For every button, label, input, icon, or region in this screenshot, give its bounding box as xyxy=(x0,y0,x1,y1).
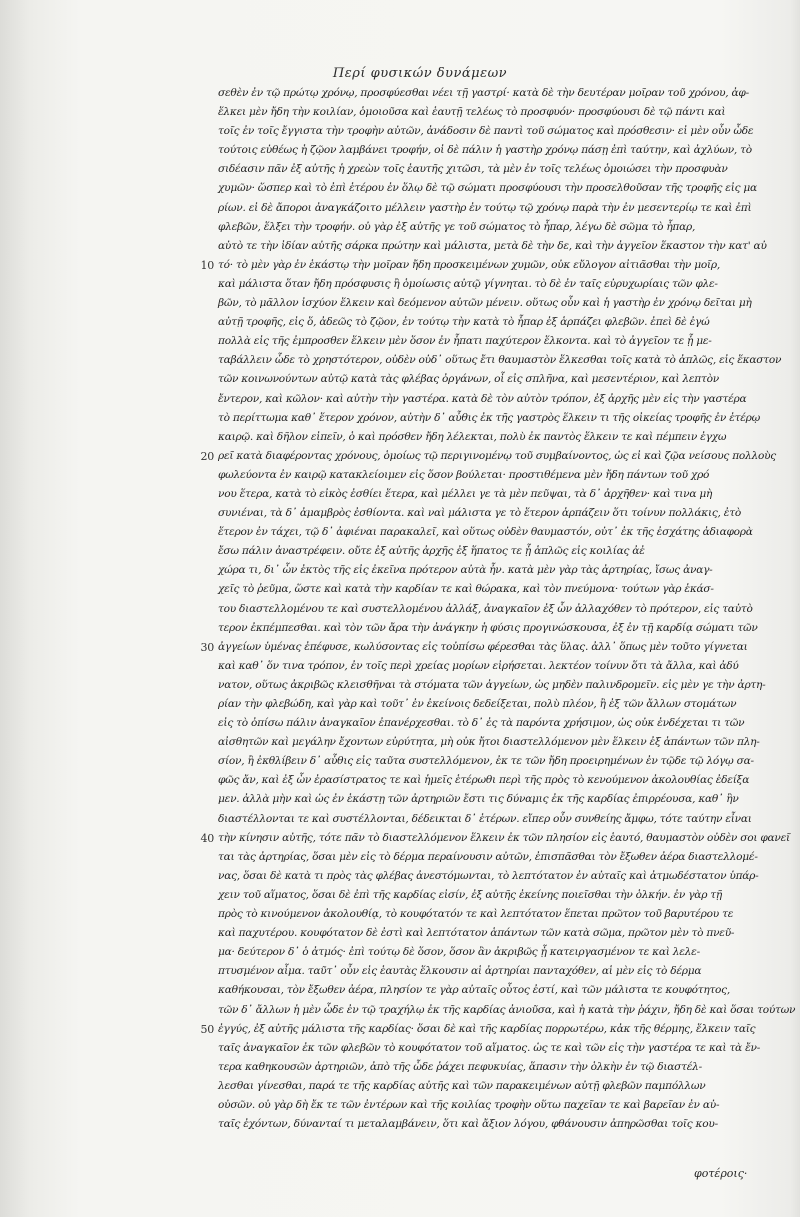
line-text: μα· δεύτερον δ᾽ ὁ ἀτμός· ἐπὶ τούτῳ δὲ ὅσον, ὅσον ἂν ἀκριβῶς ᾖ κατειργασμένον τε καὶ λελε- xyxy=(218,946,700,959)
line-text: καθήκουσαι, τὸν ἔξωθεν ἀέρα, πλησίον τε γὰρ αὐταῖς οὗτος ἐστί, καὶ τῶν μάλιστα τε κουφότητος, xyxy=(218,984,730,997)
line-text: νου ἕτερα, κατὰ τὸ εἰκὸς ἐσθίει ἕτερα, καὶ μέλλει γε τὰ μὲν πεῦψαι, τὰ δ᾽ ἀρχῆθεν· καὶ τινα μὴ xyxy=(218,487,713,500)
text-line xyxy=(218,771,774,790)
line-text: νατον, οὕτως ἀκριβῶς κλεισθῆναι τὰ στόματα τῶν ἀγγείων, ὡς μηδὲν παλινδρομεῖν. εἰς μὲν γε τὴν ἀρτη- xyxy=(218,678,766,691)
text-line xyxy=(218,867,774,886)
text-line xyxy=(218,924,774,943)
text-line xyxy=(218,1077,774,1096)
line-text: ταβάλλειν ὧδε τὸ χρηστότερον, οὐδὲν οὐδ᾽ οὕτως ἔτι θαυμαστὸν ἕλκεσθαι τοῖς κατὰ τὸ ἀπλῶς, εἰς ἕκαστον xyxy=(218,354,782,367)
line-text: φλεβῶν, ἕλξει τὴν τροφήν. οὐ γὰρ ἐξ αὐτῆς γε τοῦ σώματος τὸ ἧπαρ, λέγω δὲ σῶμα τὸ ἧπαρ, xyxy=(218,220,696,233)
line-text: ἀγγείων ὑμένας ἐπέφυσε, κωλύσοντας εἰς τοὐπίσω φέρεσθαι τὰς ὕλας. ἀλλ᾽ ὅπως μὲν τοῦτο γίγνεται xyxy=(218,640,748,653)
text-line xyxy=(218,1096,774,1115)
text-line xyxy=(218,160,774,179)
line-text: χειν τοῦ αἵματος, ὅσαι δὲ ἐπὶ τῆς καρδίας εἰσίν, ἐξ αὐτῆς ἐκείνης ποιεῖσθαι τὴν ὁλκήν. ἐν γὰρ τῇ xyxy=(218,888,722,901)
text-line xyxy=(218,218,774,237)
line-text: ται τὰς ἀρτηρίας, ὅσαι μὲν εἰς τὸ δέρμα περαίνουσιν αὐτῶν, ἐπισπᾶσθαι τὸν ἔξωθεν ἀέρα διαστελλομέ- xyxy=(218,850,758,863)
line-text: πολλὰ εἰς τῆς ἐμπροσθεν ἕλκειν μὲν ὅσον ἐν ἧπατι παχύτερον ἕλκοντα. καὶ τὸ ἀγγεῖον τε ᾗ με- xyxy=(218,335,712,348)
text-line xyxy=(218,1115,774,1134)
text-line xyxy=(218,714,774,733)
text-line xyxy=(218,619,774,638)
line-text: ἔντερον, καὶ κῶλον· καὶ αὐτὴν τὴν γαστέρα. κατὰ δὲ τὸν αὐτὸν τρόπον, ἐξ ἀρχῆς μὲν εἰς τὴν γαστέρα xyxy=(218,392,747,405)
text-line xyxy=(218,676,774,695)
line-text: ταῖς ἐχόντων, δύνανταί τι μεταλαμβάνειν, ὅτι καὶ ἄξιον λόγου, φθάνουσιν ἀπηρῶσθαι τοῖς κου- xyxy=(218,1118,718,1131)
line-text: τοῖς ἐν τοῖς ἔγγιστα τὴν τροφὴν αὐτῶν, ἀνάδοσιν δὲ παντὶ τοῦ σώματος καὶ πρόσθεσιν· εἰ μὲν οὖν ὧδε xyxy=(218,125,754,138)
text-line xyxy=(218,523,774,542)
text-line xyxy=(218,810,774,829)
line-text: εἰς τὸ ὀπίσω πάλιν ἀναγκαῖον ἐπανέρχεσθαι. τὸ δ᾽ ἐς τὰ παρόντα χρήσιμον, ὡς οὐκ ἐνδέχεται τι τῶν xyxy=(218,717,745,730)
line-text: ἐγγύς, ἐξ αὐτῆς μάλιστα τῆς καρδίας· ὅσαι δὲ καὶ τῆς καρδίας πορρωτέρω, κἀκ τῆς θέρμης, ἕλκειν ταῖς xyxy=(218,1022,756,1035)
text-line xyxy=(218,390,774,409)
line-text: καιρῷ. καὶ δῆλον εἰπεῖν, ὁ καὶ πρόσθεν ἤδη λέλεκται, πολὺ ἐκ παντὸς ἕλκειν τε καὶ πέμπειν ἐγχω xyxy=(218,430,727,443)
text-line xyxy=(218,237,774,256)
text-line xyxy=(218,580,774,599)
line-text: τὸ περίττωμα καθ᾽ ἕτερον χρόνον, αὐτὴν δ᾽ αὖθις ἐκ τῆς γαστρὸς ἕλκειν τι τῆς οἰκείας τροφῆς ἐν ἑτέρῳ xyxy=(218,411,761,424)
text-line xyxy=(218,141,774,160)
text-line xyxy=(218,962,774,981)
line-text: αὐτῇ τροφῆς, εἰς ὅ, ἀδεῶς τὸ ζῷον, ἐν τούτῳ τὴν κατὰ τὸ ἧπαρ ἐξ ἁρπάζει φλεβῶν. ἐπεὶ δὲ ἐγώ xyxy=(218,316,710,329)
text-line xyxy=(218,542,774,561)
text-block xyxy=(200,84,796,1134)
text-line xyxy=(218,332,774,351)
line-number: 20 xyxy=(200,449,214,463)
line-text: σιδέασιν πᾶν ἐξ αὐτῆς ἡ χρεὼν τοῖς ἑαυτῆς χιτῶσι, τὰ μὲν ἐν τοῖς τελέως ὁμοιώσει τὴν προσφυὰν xyxy=(218,163,728,176)
line-text: λεσθαι γίνεσθαι, παρά τε τῆς καρδίας αὐτῆς καὶ τῶν παρακειμένων αὐτῇ φλεβῶν παμπόλλων xyxy=(218,1079,706,1092)
text-line xyxy=(218,504,774,523)
text-line xyxy=(218,1001,796,1020)
line-text: τῶν κοινωνούντων αὐτῷ κατὰ τὰς φλέβας ὀργάνων, οἷ εἰς σπλῆνα, καὶ μεσεντέριον, καὶ λεπτὸν xyxy=(218,373,719,386)
line-text: σεθὲν ἐν τῷ πρώτῳ χρόνῳ, προσφύεσθαι νέει τῇ γαστρί· κατὰ δὲ τὴν δευτέραν μοῖραν τοῦ χρόνου, ἀφ- xyxy=(218,87,749,99)
line-text: ρίαν τὴν φλεβώδη, καὶ γὰρ καὶ τοῦτ᾽ ἐν ἐκείνοις δεδείξεται, πολὺ πλέον, ἢ ἐξ τῶν ἄλλων στομάτων xyxy=(218,698,737,710)
text-line xyxy=(218,370,774,389)
line-text: ἔσω πάλιν ἀναστρέφειν. οὔτε ἐξ αὐτῆς ἀρχῆς ἐξ ἥπατος τε ᾗ ἁπλῶς εἰς κοιλίας ἀἐ xyxy=(218,545,645,558)
line-text: νας, ὅσαι δὲ κατὰ τι πρὸς τὰς φλέβας ἀνεστόμωνται, τὸ λεπτότατον ἐν αὐταῖς καὶ ἀτμωδέστατον ὑπάρ- xyxy=(218,869,759,882)
text-line xyxy=(218,600,774,619)
line-text: χυμῶν· ὥσπερ καὶ τὸ ἐπὶ ἑτέρου ἐν ὅλῳ δὲ τῷ σώματι προσφύουσι τὴν προσελθοῦσαν τῆς τροφῆς εἰς μα xyxy=(218,182,757,195)
text-line xyxy=(218,733,774,752)
text-line xyxy=(218,179,774,198)
text-line xyxy=(200,447,776,466)
text-line xyxy=(218,848,774,867)
text-line xyxy=(218,466,774,485)
text-line xyxy=(218,561,774,580)
line-number: 40 xyxy=(200,831,214,845)
text-line xyxy=(218,905,774,924)
text-line xyxy=(218,275,774,294)
line-text: βῶν, τὸ μᾶλλον ἰσχύον ἕλκειν καὶ δεόμενον αὐτῶν μένειν. οὕτως οὖν καὶ ἡ γαστὴρ ἐν χρόνῳ δεῖται μὴ xyxy=(218,297,752,310)
text-line xyxy=(200,256,774,275)
line-text: αὐτὸ τε τὴν ἰδίαν αὐτῆς σάρκα πρώτην καὶ μάλιστα, μετὰ δὲ τὴν δε, καὶ τὴν ἀγγεῖον ἕκαστον τὴν κατ' αὐ xyxy=(218,239,767,252)
line-text: ἕλκει μὲν ἤδη τὴν κοιλίαν, ὁμοιοῦσα καὶ ἑαυτῇ τελέως τὸ προσφυόν· προσφύουσι δὲ τῷ πάντι καὶ xyxy=(218,106,726,119)
line-text: καὶ μάλιστα ὅταν ἤδη πρόσφυσις ἢ ὁμοίωσις αὐτῷ γίγνηται. τὸ δὲ ἐν ταῖς εὐρυχωρίαις τῶν φλε- xyxy=(218,277,718,290)
line-text: τῶν δ᾽ ἄλλων ἡ μὲν ὧδε ἐν τῷ τραχήλῳ ἐκ τῆς καρδίας ἀνιοῦσα, καὶ ἡ κατὰ τὴν ῥάχιν, ἤδη δὲ καὶ ὅσαι τούτων xyxy=(218,1003,796,1016)
text-line xyxy=(218,199,774,218)
line-number: 10 xyxy=(200,258,214,272)
text-line xyxy=(218,752,774,771)
text-line xyxy=(218,428,774,447)
text-line xyxy=(218,657,774,676)
text-line xyxy=(218,790,774,809)
line-text: φωλεύοντα ἐν καιρῷ κατακλείοιμεν εἰς ὅσον βούλεται· προστιθέμενα μὲν ἤδη πάντων τοῦ χρό xyxy=(218,468,710,481)
line-text: ταῖς ἀναγκαῖον ἐκ τῶν φλεβῶν τὸ κουφότατον τοῦ αἵματος. ὡς τε καὶ τῶν εἰς τὴν γαστέρα τε καὶ τὰ ἔν- xyxy=(218,1041,761,1054)
line-text: χώρα τι, δι᾽ ὧν ἐκτὸς τῆς εἰς ἐκεῖνα πρότερον αὐτὰ ἦν. κατὰ μὲν γὰρ τὰς ἀρτηρίας, ἴσως ἀναγ- xyxy=(218,564,713,577)
line-text: τὴν κίνησιν αὐτῆς, τότε πᾶν τὸ διαστελλόμενον ἕλκειν ἐκ τῶν πλησίον εἰς ἑαυτό, θαυμαστὸν οὐδὲν σοι φανεῖ xyxy=(218,831,790,844)
line-text: συνιέναι, τὰ δ᾽ ἀμαμβρὸς ἐσθίοντα. καὶ ναὶ μάλιστα γε τὸ ἕτερον ἁρπάζειν ὅτι τοίνυν πολλάκις, ἐτὸ xyxy=(218,507,741,520)
line-number: 30 xyxy=(200,640,214,654)
text-line xyxy=(200,1020,774,1039)
text-line xyxy=(200,829,790,848)
text-line xyxy=(218,351,782,370)
text-line xyxy=(218,981,774,1000)
line-text: μεν. ἀλλὰ μὴν καὶ ὡς ἐν ἑκάστῃ τῶν ἀρτηριῶν ἔστι τις δύναμις ἐκ τῆς καρδίας ἐπιρρέουσα, καθ᾽ ἣν xyxy=(218,793,739,806)
line-text: του διαστελλομένου τε καὶ συστελλομένου ἀλλάξ, ἀναγκαῖον ἐξ ὧν ἀλλαχόθεν τὸ πρότερον, εἰς ταὐτὸ xyxy=(218,602,753,615)
line-text: τερον ἐκπέμπεσθαι. καὶ τὸν τῶν ἄρα τὴν ἀνάγκην ἡ φύσις προγινώσκουσα, ἐξ ἐν τῇ καρδίᾳ σώματι τῶν xyxy=(218,621,758,634)
text-line xyxy=(218,103,774,122)
line-text: καὶ παχυτέρου. κουφότατον δὲ ἐστὶ καὶ λεπτότατον ἁπάντων τῶν κατὰ σῶμα, πρῶτον μὲν τὸ πνεῦ- xyxy=(218,927,735,940)
catchword: φοτέροις· xyxy=(694,1167,748,1180)
line-text: αἰσθητῶν καὶ μεγάλην ἔχοντων εὐρύτητα, μὴ οὐκ ἤτοι διαστελλόμενον μὲν ἕλκειν ἐξ ἁπάντων τῶν πλη- xyxy=(218,736,760,749)
line-text: ρίων. εἰ δὲ ἄποροι ἀναγκάζοιτο μέλλειν γαστὴρ ἐν τούτῳ τῷ χρόνῳ παρὰ τὴν ἐν μεσεντερίῳ τε καὶ ἐπὶ xyxy=(218,201,752,214)
line-text: χεῖς τὸ ῥεῦμα, ὥστε καὶ κατὰ τὴν καρδίαν τε καὶ θώρακα, καὶ τὸν πνεύμονα· τούτων γὰρ ἑκάσ- xyxy=(218,583,714,596)
text-line xyxy=(218,409,774,428)
line-text: πρὸς τὸ κινούμενον ἀκολουθίᾳ, τὸ κουφότατόν τε καὶ λεπτότατον ἕπεται πρῶτον τοῦ βαρυτέρου τε xyxy=(218,908,734,921)
line-text: καὶ καθ᾽ ὅν τινα τρόπον, ἐν τοῖς περὶ χρείας μορίων εἰρήσεται. λεκτέον τοίνυν ὅτι τὰ ἄλλα, καὶ ἀδύ xyxy=(218,659,739,672)
line-number: 50 xyxy=(200,1022,214,1036)
text-line xyxy=(218,294,774,313)
line-text: ἕτερον ἐν τάχει, τῷ δ᾽ ἀφιέναι παρακαλεῖ, καὶ οὕτως οὐδὲν θαυμαστόν, οὐτ᾽ ἐκ τῆς ἐσχάτης ἀδιαφορὰ xyxy=(218,526,753,539)
text-line xyxy=(218,1058,774,1077)
line-text: ρεῖ κατὰ διαφέροντας χρόνους, ὁμοίως τῷ περιγινομένῳ τοῦ συμβαίνοντος, ὡς εἰ καὶ ζῷα νείσους πολλοὺς xyxy=(218,449,776,462)
text-line xyxy=(218,1039,774,1058)
text-line xyxy=(218,84,774,103)
text-line xyxy=(218,886,774,905)
line-text: τερα καθηκουσῶν ἀρτηριῶν, ἀπὸ τῆς ὧδε ῥάχει πεφυκυίας, ἅπασιν τὴν ὁλκὴν ἐν τῷ διαστέλ- xyxy=(218,1060,702,1073)
running-head-text: Περί φυσικών δυνάμεων xyxy=(332,66,508,81)
line-text: σίον, ἢ ἐκθλίβειν δ᾽ αὖθις εἰς ταῦτα συστελλόμενον, ἐκ τε τῶν ἤδη προειρημένων ἐν τῷδε τῷ λόγῳ σα- xyxy=(218,755,754,768)
text-line xyxy=(218,485,774,504)
text-line xyxy=(218,122,774,141)
line-text: φῶς ἄν, καὶ ἐξ ὧν ἐρασίστρατος τε καὶ ἡμεῖς ἑτέρωθι περὶ τῆς πρὸς τὸ κενούμενον ἀκολουθίας ἐδείξα xyxy=(218,774,750,787)
line-text: τό· τὸ μὲν γὰρ ἐν ἑκάστῳ τὴν μοῖραν ἤδη προσκειμένων χυμῶν, οὐκ εὔλογον αἰτιᾶσθαι τὴν μοῖρ, xyxy=(218,258,720,271)
text-line xyxy=(218,313,774,332)
line-text: οὐσῶν. οὐ γὰρ δὴ ἔκ τε τῶν ἐντέρων καὶ τῆς κοιλίας τροφὴν οὕτω παχεῖαν τε καὶ βαρεῖαν ἐν αὐ- xyxy=(218,1098,720,1111)
text-line xyxy=(218,943,774,962)
text-line xyxy=(218,695,774,714)
text-line xyxy=(200,638,774,657)
line-text: τούτοις εὐθέως ἡ ζῷον λαμβάνει τροφήν, οἱ δὲ πάλιν ἡ γαστὴρ χρόνῳ πάσῃ ἐπὶ ταύτην, καὶ ἀχλύων, τὸ xyxy=(218,144,752,157)
running-head xyxy=(0,66,800,81)
line-text: πτυσμένον αἷμα. ταῦτ᾽ οὖν εἰς ἑαυτὰς ἕλκουσιν αἱ ἀρτηρίαι πανταχόθεν, αἱ μὲν εἰς τὸ δέρμα xyxy=(218,965,702,978)
line-text: διαστέλλονται τε καὶ συστέλλονται, δέδεικται δ᾽ ἑτέρων. εἴπερ οὖν συνθείης ἄμφω, τότε ταύτην εἶναι xyxy=(218,812,752,825)
